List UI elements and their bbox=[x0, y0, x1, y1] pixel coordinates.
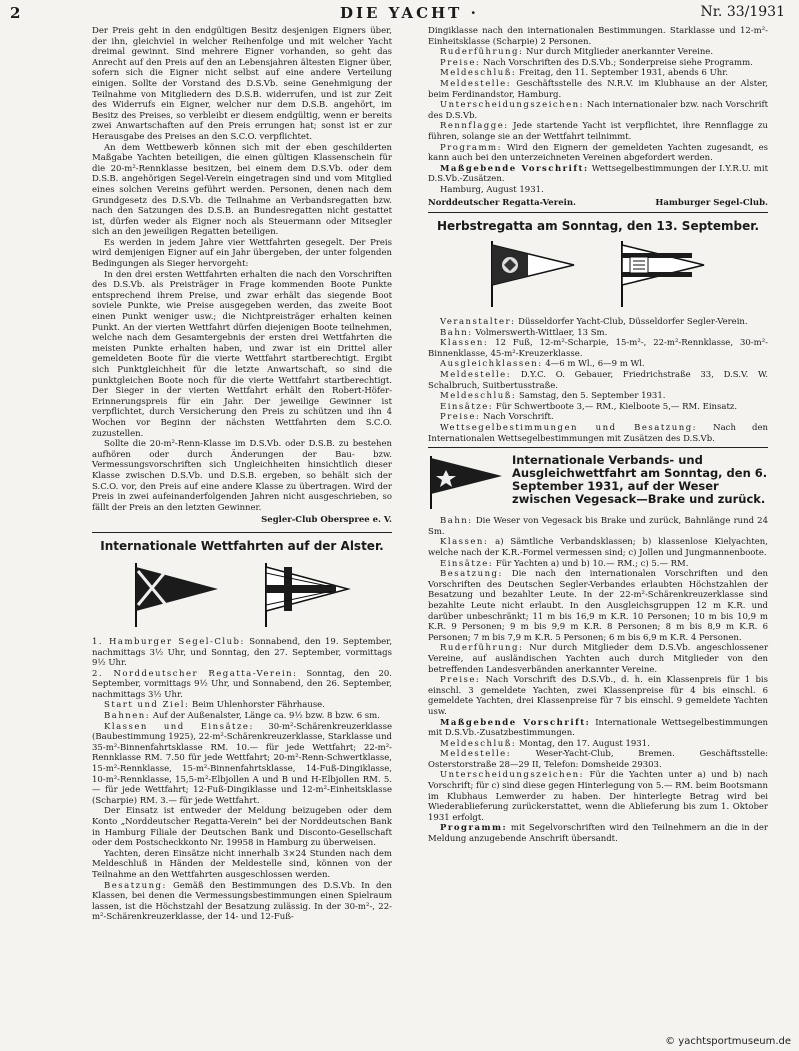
entry: Veranstalter: Düsseldorfer Yacht-Club, Düsseldorfer Segler-Verein. bbox=[440, 317, 748, 328]
entry: Unterscheidungszeichen: Nach internationaler bzw. nach Vorschrift des D.S.Vb. bbox=[428, 100, 769, 121]
weser-heading: Internationale Verbands- und Ausgleichwettfahrt am Sonntag, den 6. September 1931, auf der Weser zwischen Vegesack—Brake und zurück. bbox=[512, 453, 768, 507]
entry: Bahnen: Auf der Außenalster, Länge ca. 9½ bzw. 8 bzw. 6 sm. bbox=[104, 711, 380, 722]
divider bbox=[428, 447, 768, 448]
entry: Bahn: Die Weser von Vegesack bis Brake und zurück, Bahnlänge rund 24 Sm. bbox=[428, 516, 769, 537]
entry: Preise: Nach Vorschriften des D.S.Vb.; Sonderpreise siehe Programm. bbox=[440, 57, 753, 68]
entry: Meldestelle: D.Y.C. O. Gebauer, Friedrichstraße 33, D.S.V. W. Schalbruch, Suitbertusstraße. bbox=[428, 370, 768, 391]
entry: Rennflagge: Jede startende Yacht ist verpflichtet, ihre Rennflagge zu führen, solange sie an der Wettfahrt teilnimmt. bbox=[428, 121, 768, 142]
entry: Ruderführung: Nur durch Mitglieder dem D.S.Vb. angeschlossener Vereine, auf ausländischen Yachten auch durch Mitglieder von den betreffenden Landesverbänden anerkannter Vereine. bbox=[428, 643, 769, 675]
paragraph: In den drei ersten Wettfahrten erhalten die nach den Vorschriften des D.S.Vb. als Preisträger in Frage kommenden Boote Punkte entsprechend ihrem Preise, und zwar erhält das siegende Boot soviele Punkte, wie Preise ausgegeben werden, das zweite Boot einen Punkt weniger usw.; die Nichtpreisträger erhalten keinen Punkt. An der vierten Wettfahrt dürfen diejenigen Boote teilnehmen, welche nach dem Gesamtergebnis der ersten drei Wettfahrten die meisten Punkte erhalten haben, und zwar ist ein Drittel aller gemeldeten Boote für die vierte Wettfahrt startberechtigt. Ergibt sich Punktgleichheit für die letzte Anwartschaft, so sind die punktgleichen Boote noch für die vierte Wettfahrt startberechtigt. Der Sieger in der vierten Wettfahrt erhält den Robert-Höfer-Erinnerungspreis für ein Jahr. Der jeweilige Gewinner ist verpflichtet, durch Versicherung den Preis zu schützen und ihn 4 Wochen vor Beginn der nächsten Wettfahrten dem S.C.O. zuzustellen. bbox=[92, 269, 392, 439]
entry: 2. Norddeutscher Regatta-Verein: Sonntag, den 20. September, vormittags 9½ Uhr, und Sonnabend, den 26. September, nachmittags 3½ Uhr. bbox=[92, 668, 392, 700]
paragraph: Dingiklasse nach den internationalen Bestimmungen. Starklasse und 12-m²-Einheitsklasse (Scharpie) 2 Personen. bbox=[428, 26, 768, 47]
weser-header bbox=[428, 454, 768, 510]
club-flags bbox=[92, 559, 392, 629]
entry: Meldeschluß: Freitag, den 11. September 1931, abends 6 Uhr. bbox=[440, 68, 729, 79]
entry: Programm: Wird den Eignern der gemeldeten Yachten zugesandt, es kann auch bei den unterzeichneten Vereinen abgefordert werden. bbox=[428, 142, 768, 164]
entry: Meldeschluß: Samstag, den 5. September 1931. bbox=[440, 391, 666, 402]
signature-hamburg: Norddeutscher Regatta-Verein. Hamburger Segel-Club. bbox=[428, 197, 768, 208]
magazine-title: DIE YACHT · bbox=[340, 4, 479, 22]
entry: Preise: Nach Vorschrift des D.S.Vb., d. h. ein Klassenpreis für 1 bis einschl. 3 gemeldete Yachten, zwei Klassenpreise für 4 bis einschl. 6 gemeldete Yachten, drei Klassenpreise für 7 bis einschl. 9 gemeldete Yachten usw. bbox=[428, 675, 768, 717]
left-column bbox=[92, 26, 392, 923]
dyc-burgee-icon bbox=[488, 239, 578, 309]
entry: Besatzung: Die nach den internationalen Vorschriften und den Vorschriften des Deutschen Segler-Verbandes erlaubten Höchstzahlen der Besatzung und bezahlter Leute. In der 22-m²-Schärenkreuzerklasse sind bezahlte Leute nicht erlaubt. In den Ausgleichsgruppen 12 m K.R. und darüber unbeschränkt; 11 m bis 16,9 m K.R. 10 Personen; 10 m bis 10,9 m K.R. 9 Personen; 9 m bis 9,9 m K.R. 8 Personen; 8 m bis 8,9 m K.R. 6 Personen; 7 m bis 7,9 m K.R. 5 Personen; 6 m bis 6,9 m K.R. 4 Personen. bbox=[428, 569, 768, 643]
entry: Unterscheidungszeichen: Für die Yachten unter a) und b) nach Vorschrift; für c) sind diese gegen Hinterlegung von 5.— RM. beim Bootsmann im Klubhaus Lemwerder zu haben. Der hinterlegte Betrag wird bei Wiederablieferung zurückerstattet, wenn die Ablieferung bis zum 1. Oktober 1931 erfolgt. bbox=[428, 770, 769, 823]
paragraph: An dem Wettbewerb können sich mit der eben geschilderten Maßgabe Yachten beteiligen, die einen gültigen Klassenschein für die 20-m²-Rennklasse besitzen, bei einem dem D.S.Vb. oder dem D.S.B. angehörigen Segel-Verein eingetragen sind und vom Mitglied eines solchen Vereins geführt werden. Personen, denen nach dem Grundgesetz des D.S.Vb. die Teilnahme an Verbandsregatten bzw. nach den Satzungen des D.S.B. an Bundesregatten nicht gestattet ist, dürfen weder als Eigner noch als Steuermann oder Mitsegler sich an den jeweiligen Regatten beteiligen. bbox=[92, 142, 392, 238]
watermark-credit: © yachtsportmuseum.de bbox=[665, 1036, 791, 1047]
entry: Meldeschluß: Montag, den 17. August 1931. bbox=[440, 738, 650, 749]
entry: Start und Ziel: Beim Uhlenhorster Fährhause. bbox=[104, 700, 325, 711]
entry: Maßgebende Vorschrift: Internationale Wettsegelbestimmungen mit D.S.Vb.-Zusatzbestimmungen. bbox=[428, 717, 768, 739]
entry: Klassen und Einsätze: 30-m²-Schärenkreuzerklasse (Baubestimmung 1925), 22-m²-Schärenkreuzerklasse, Starklasse und 35-m²-Binnenfahrtsklasse RM. 10.— für jede Wettfahrt; 22-m²-Rennklasse RM. 7.50 für jede Wettfahrt; 20-m²-Renn-Schwertklasse, 15-m²-Rennklasse, 15-m²-Binnenfahrtsklasse, 14-Fuß-Dingiklasse, 10-m²-Rennklasse, 15,5-m²-Elbjollen A und B und H-Elbjollen RM. 5.— für jede Wettfahrt; 12-Fuß-Dingiklasse und 12-m²-Einheitsklasse (Scharpie) RM. 3.— für jede Wettfahrt. bbox=[92, 721, 393, 806]
paragraph: Der Preis geht in den endgültigen Besitz desjenigen Eigners über, der ihn, gleichviel in welcher Reihenfolge und mit welcher Yacht dreimal gewinnt. Sind mehrere Eigner vorhanden, so geht das Anrecht auf den Preis auf den an Lebensjahren ältesten Eigner über, sofern sich die Eigner nicht selbst auf eine andere Verteilung einigen. Sollte der Vorstand des D.S.Vb. seine Genehmigung der Teilnahme von Mitgliedern des D.S.B. widerrufen, und ist zur Zeit des Widerrufs ein Eigner, welcher nur dem D.S.B. angehört, im Besitz des Preises, so verbleibt er diesem endgültig, wenn er bereits zwei Anwartschaften auf den Preis errungen hat; sonst ist er zur Herausgabe des Preises an den S.C.O. verpflichtet. bbox=[92, 26, 392, 142]
entry: Preise: Nach Vorschrift. bbox=[440, 412, 554, 423]
page-number: 2 bbox=[10, 4, 21, 22]
dsv-burgee-icon bbox=[618, 239, 708, 309]
entry: Ruderführung: Nur durch Mitglieder anerkannter Vereine. bbox=[440, 47, 714, 58]
entry: Klassen: a) Sämtliche Verbandsklassen; b) klassenlose Kielyachten, welche nach der K.R.-Formel vermessen sind; c) Jollen und Jungmannenboote. bbox=[428, 537, 768, 558]
paragraph: Der Einsatz ist entweder der Meldung beizugeben oder dem Konto „Norddeutscher Regatta-Verein“ bei der Norddeutschen Bank in Hamburg Filiale der Deutschen Bank und Disconto-Gesellschaft oder dem Postscheckkonto Nr. 19958 in Hamburg zu überweisen. bbox=[92, 806, 392, 849]
signature-oberspree: Segler-Club Oberspree e. V. bbox=[261, 515, 392, 526]
entry: Ausgleichklassen: 4—6 m Wl., 6—9 m Wl. bbox=[440, 359, 645, 370]
nrv-burgee-icon bbox=[262, 559, 352, 629]
hsc-burgee-icon bbox=[132, 559, 222, 629]
entry: 1. Hamburger Segel-Club: Sonnabend, den 19. September, nachmittags 3½ Uhr, und Sonntag, den 27. September, vormittags 9½ Uhr. bbox=[92, 636, 393, 669]
entry: Einsätze: Für Schwertboote 3,— RM., Kielboote 5,— RM. Einsatz. bbox=[440, 401, 738, 412]
entry: Besatzung: Gemäß den Bestimmungen des D.S.Vb. In den Klassen, bei denen die Vermessungsbestimmungen einen Spielraum lassen, ist die Höchstzahl der Besatzung zulässig. In der 30-m²-, 22-m²-Schärenkreuzerklasse, der 14- und 12-Fuß- bbox=[92, 880, 393, 923]
right-column bbox=[428, 26, 768, 845]
entry: Maßgebende Vorschrift: Wettsegelbestimmungen der I.Y.R.U. mit D.S.Vb.-Zusätzen. bbox=[428, 163, 768, 185]
alster-heading: Internationale Wettfahrten auf der Alster. bbox=[100, 538, 384, 553]
paragraph: Es werden in jedem Jahre vier Wettfahrten gesegelt. Der Preis wird demjenigen Eigner auf ein Jahr übergeben, der unter folgenden Bedingungen als Sieger hervorgeht: bbox=[92, 237, 392, 270]
paragraph: Yachten, deren Einsätze nicht innerhalb 3×24 Stunden nach dem Meldeschluß in Händen der Meldestelle sind, können von der Teilnahme an den Wettfahrten ausgeschlossen werden. bbox=[92, 848, 392, 880]
entry: Einsätze: Für Yachten a) und b) 10.— RM.; c) 5.— RM. bbox=[440, 558, 689, 569]
divider bbox=[428, 212, 768, 213]
wyc-burgee-icon bbox=[428, 454, 504, 510]
divider bbox=[92, 532, 392, 533]
entry: Wettsegelbestimmungen und Besatzung: Nach den Internationalen Wettsegelbestimmungen mit Zusätzen des D.S.Vb. bbox=[428, 423, 769, 444]
entry: Bahn: Volmerswerth-Wittlaer, 13 Sm. bbox=[440, 327, 608, 338]
paragraph: Sollte die 20-m²-Renn-Klasse im D.S.Vb. oder D.S.B. zu bestehen aufhören oder durch Änderungen der Bau- bzw. Vermessungsvorschriften sich Ungleichheiten hinsichtlich dieser Klasse zwischen D.S.Vb. und D.S.B. ergeben, so behält sich der S.C.O. vor, den Preis auf eine andere Klasse zu übertragen. Wird der Preis in zwei aufeinanderfolgenden Jahren nicht ausgeschrieben, so fällt der Preis an den letzten Gewinner. bbox=[92, 439, 392, 513]
issue-number: Nr. 33/1931 bbox=[700, 4, 785, 20]
entry: Meldestelle: Geschäftsstelle des N.R.V. im Klubhause an der Alster, beim Ferdinandstor, Hamburg. bbox=[428, 78, 768, 100]
club-flags bbox=[428, 239, 768, 309]
entry: Klassen: 12 Fuß, 12-m²-Scharpie, 15-m²-, 22-m²-Rennklasse, 30-m²-Binnenklasse, 45-m²-Kreuzerklasse. bbox=[428, 338, 768, 359]
entry: Programm: mit Segelvorschriften wird den Teilnehmern an die in der Meldung anzugebende Anschrift übersandt. bbox=[428, 823, 768, 845]
dateline: Hamburg, August 1931. bbox=[440, 184, 544, 195]
entry: Meldestelle: Weser-Yacht-Club, Bremen. Geschäftsstelle: Osterstorstraße 28—29 II, Telefon: Domsheide 29303. bbox=[428, 749, 768, 770]
herbst-heading: Herbstregatta am Sonntag, den 13. September. bbox=[436, 219, 760, 234]
page-header bbox=[0, 4, 799, 26]
